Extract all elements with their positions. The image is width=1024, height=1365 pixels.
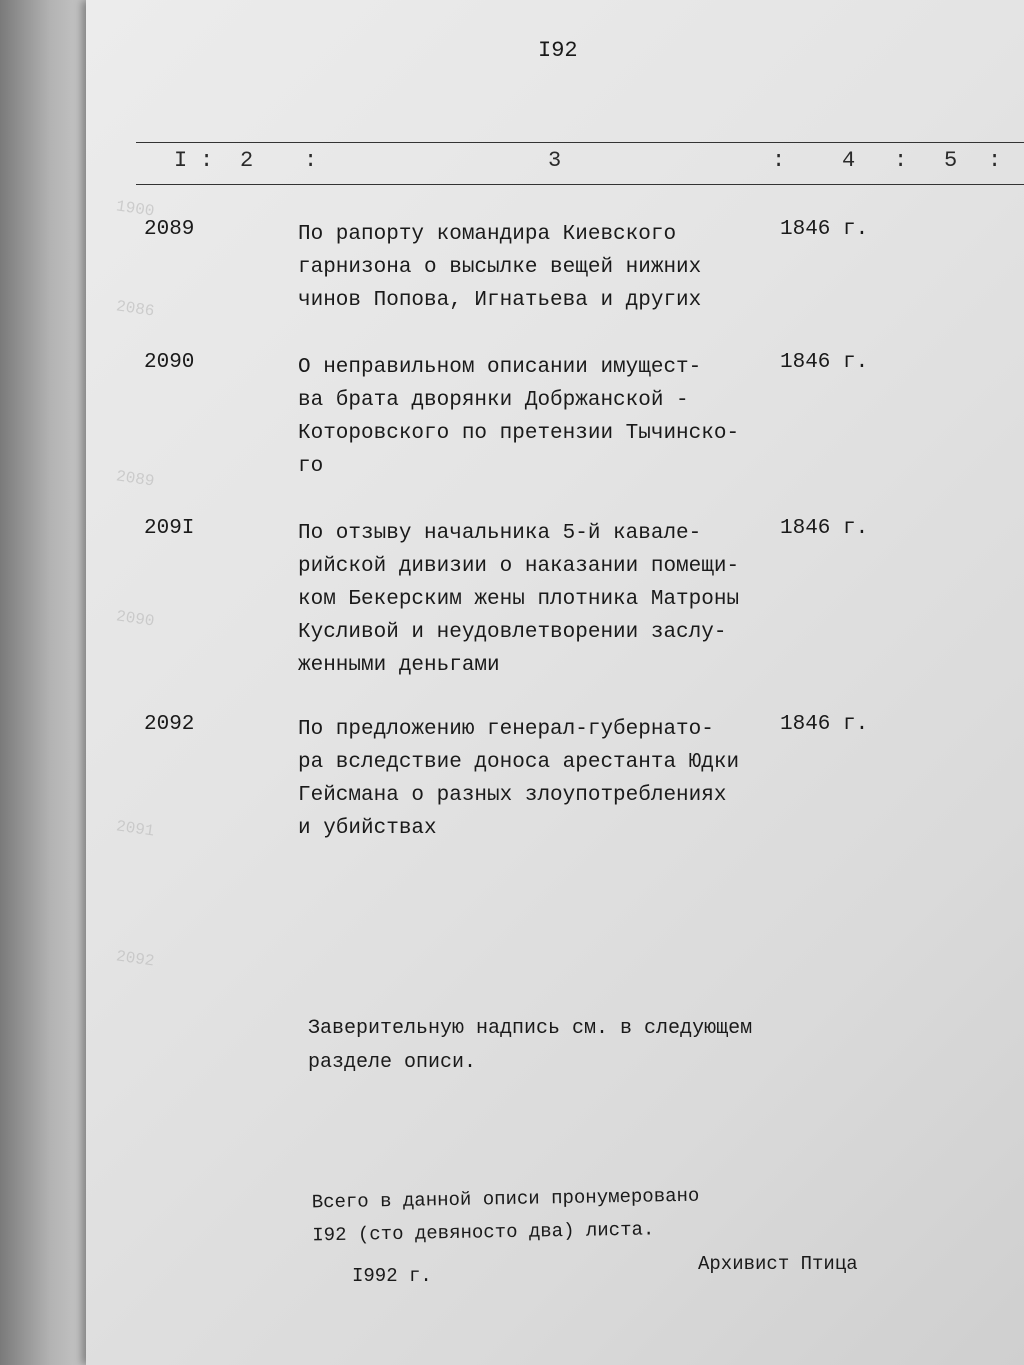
entry-title-line: женными деньгами xyxy=(298,654,500,677)
bleed-through-mark: 2092 xyxy=(114,947,156,971)
certification-note xyxy=(308,1012,752,1080)
entry-title-line: рийской дивизии о наказании помещи- xyxy=(298,555,740,578)
total-sheets-line: I92 (сто девяносто два) листа. xyxy=(312,1218,655,1247)
entry-title xyxy=(298,218,778,317)
certification-note-line: Заверительную надпись см. в следующем xyxy=(308,1017,753,1040)
entry-title xyxy=(298,517,778,682)
entry-title-line: ком Бекерским жены плотника Матроны xyxy=(298,588,740,611)
entry-number: 2092 xyxy=(144,713,195,736)
header-col-4: 4 xyxy=(842,148,856,173)
total-sheets-statement xyxy=(311,1180,700,1253)
entry-title-line: ра вследствие доноса арестанта Юдки xyxy=(298,751,740,774)
binding-background xyxy=(0,0,92,1365)
header-separator: : xyxy=(894,148,908,173)
entry-title-line: чинов Попова, Игнатьева и других xyxy=(298,289,702,312)
entry-year: 1846 г. xyxy=(780,517,869,540)
entry-title-line: Которовского по претензии Тычинско- xyxy=(298,422,740,445)
total-sheets-line: Всего в данной описи пронумеровано xyxy=(311,1184,700,1214)
entry-title-line: Кусливой и неудовлетворении заслу- xyxy=(298,621,727,644)
entry-number: 2089 xyxy=(144,218,195,241)
entry-title xyxy=(298,713,778,845)
entry-title-line: По предложению генерал-губернато- xyxy=(298,718,714,741)
header-col-5: 5 xyxy=(944,148,958,173)
entry-title xyxy=(298,351,778,483)
entry-title-line: и убийствах xyxy=(298,817,437,840)
entry-title-line: го xyxy=(298,455,324,478)
archivist-signature: Архивист Птица xyxy=(698,1253,858,1275)
entry-year: 1846 г. xyxy=(780,351,869,374)
bleed-through-mark: 2090 xyxy=(114,607,156,631)
entry-title-line: Гейсмана о разных злоупотреблениях xyxy=(298,784,727,807)
header-separator: : xyxy=(304,148,318,173)
entry-year: 1846 г. xyxy=(780,713,869,736)
bleed-through-mark: 1900 xyxy=(114,197,156,221)
bleed-through-mark: 2089 xyxy=(114,467,156,491)
certification-note-line: разделе описи. xyxy=(308,1051,477,1074)
header-separator: : xyxy=(200,148,214,173)
header-col-3: 3 xyxy=(548,148,562,173)
entry-title-line: гарнизона о высылке вещей нижних xyxy=(298,256,702,279)
document-page xyxy=(86,0,1024,1365)
page-number: I92 xyxy=(538,38,578,63)
entry-title-line: ва брата дворянки Добржанской - xyxy=(298,389,689,412)
bleed-through-mark: 2091 xyxy=(114,817,156,841)
footer-year: I992 г. xyxy=(352,1265,432,1287)
header-top-rule xyxy=(136,142,1024,143)
column-header xyxy=(136,138,1024,186)
header-separator: : xyxy=(772,148,786,173)
header-bottom-rule xyxy=(136,184,1024,185)
entry-title-line: По рапорту командира Киевского xyxy=(298,223,677,246)
entry-number: 209I xyxy=(144,517,195,540)
header-separator: : xyxy=(988,148,1002,173)
entry-number: 2090 xyxy=(144,351,195,374)
header-col-1: I xyxy=(174,148,188,173)
header-col-2: 2 xyxy=(240,148,254,173)
entry-year: 1846 г. xyxy=(780,218,869,241)
bleed-through-mark: 2086 xyxy=(114,297,156,321)
entry-title-line: По отзыву начальника 5-й кавале- xyxy=(298,522,702,545)
entry-title-line: О неправильном описании имущест- xyxy=(298,356,702,379)
